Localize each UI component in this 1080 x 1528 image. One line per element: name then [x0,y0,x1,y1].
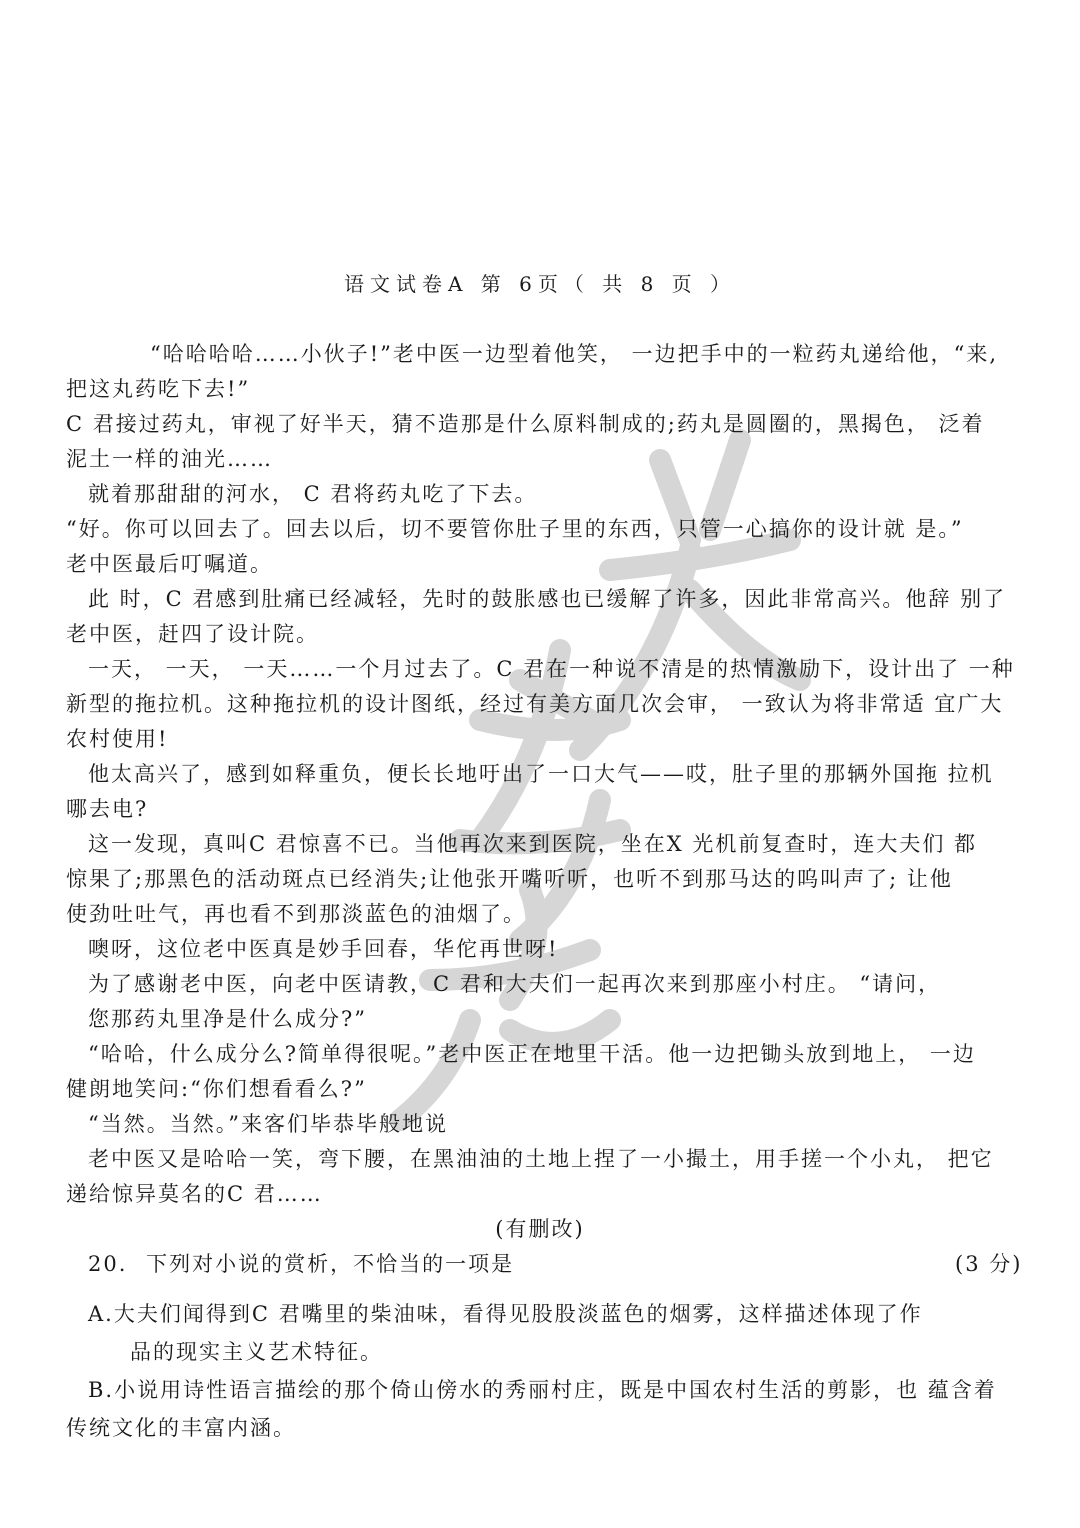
paragraph-line: 农村使用! [66,727,169,751]
paragraph-line: “哈哈，什么成分么?简单得很呢。”老中医正在地里干活。他一边把锄头放到地上， 一边 [88,1042,976,1066]
paragraph-line: 健朗地笑问:“你们想看看么?” [66,1077,367,1101]
option-a: A.大夫们闻得到C 君嘴里的柴油味，看得见股股淡蓝色的烟雾，这样描述体现了作 [88,1302,923,1326]
question-text: 下列对小说的赏析，不恰当的一项是 [146,1252,515,1276]
paragraph-line: 老中医又是哈哈一笑，弯下腰，在黑油油的土地上捏了一小撮土，用手搓一个小丸， 把它 [88,1147,994,1171]
paragraph-line: 此 时，C 君感到肚痛已经减轻，先时的鼓胀感也已缓解了许多，因此非常高兴。他辞 别了 [88,587,1007,611]
option-b-continued: 传统文化的丰富内涵。 [66,1416,296,1440]
paragraph-line: 惊果了;那黑色的活动斑点已经消失;让他张开嘴听听，也听不到那马达的呜叫声了; 让他 [66,867,953,891]
question-score: (3 分) [955,1252,1023,1276]
paragraph-line: 他太高兴了，感到如释重负，便长长地吁出了一口大气——哎，肚子里的那辆外国拖 拉机 [88,762,994,786]
paragraph-line: 这一发现，真叫C 君惊喜不已。当他再次来到医院，坐在X 光机前复查时，连大夫们 都 [88,832,978,856]
paragraph-line: “哈哈哈哈……小伙子!”老中医一边型着他笑， 一边把手中的一粒药丸递给他，“来, [150,342,998,366]
paragraph-line: “好。你可以回去了。回去以后，切不要管你肚子里的东西，只管一心搞你的设计就 是。” [66,517,964,541]
source-note: (有删改) [495,1217,585,1241]
paragraph-line: 一天， 一天， 一天……一个月过去了。C 君在一种说不清是的热情激励下，设计出了 一种 [88,657,1015,681]
paragraph-line: 把这丸药吃下去!” [66,377,251,401]
option-b: B.小说用诗性语言描绘的那个倚山傍水的秀丽村庄，既是中国农村生活的剪影，也 蕴含着 [88,1378,997,1402]
paragraph-line: 新型的拖拉机。这种拖拉机的设计图纸，经过有美方面几次会审， 一致认为将非常适 宜广大 [66,692,1004,716]
paragraph-line: 您那药丸里净是什么成分?” [88,1007,367,1031]
question-number: 20. [88,1252,128,1276]
paragraph-line: 噢呀，这位老中医真是妙手回春，华佗再世呀! [88,937,559,961]
paragraph-line: 老中医最后叮嘱道。 [66,552,273,576]
paragraph-line: 泥土一样的油光…… [66,447,273,471]
paragraph-line: 老中医，赶四了设计院。 [66,622,319,646]
paragraph-line: 递给惊异莫名的C 君…… [66,1182,323,1206]
page-header: 语文试卷A 第 6页（ 共 8 页 ） [343,272,737,296]
paragraph-line: C 君接过药丸，审视了好半天，猜不造那是什么原料制成的;药丸是圆圈的，黑揭色， 泛着 [66,412,985,436]
option-a-continued: 品的现实主义艺术特征。 [130,1340,383,1364]
paragraph-line: 使劲吐吐气，再也看不到那淡蓝色的油烟了。 [66,902,526,926]
paragraph-line: 为了感谢老中医，向老中医请教，C 君和大夫们一起再次来到那座小村庄。 “请问， [88,972,942,996]
paragraph-line: 就着那甜甜的河水， C 君将药丸吃了下去。 [88,482,538,506]
question-20 [88,1250,1080,1278]
paragraph-line: 哪去电? [66,797,149,821]
paragraph-line: “当然。当然。”来客们毕恭毕般地说 [88,1112,448,1136]
